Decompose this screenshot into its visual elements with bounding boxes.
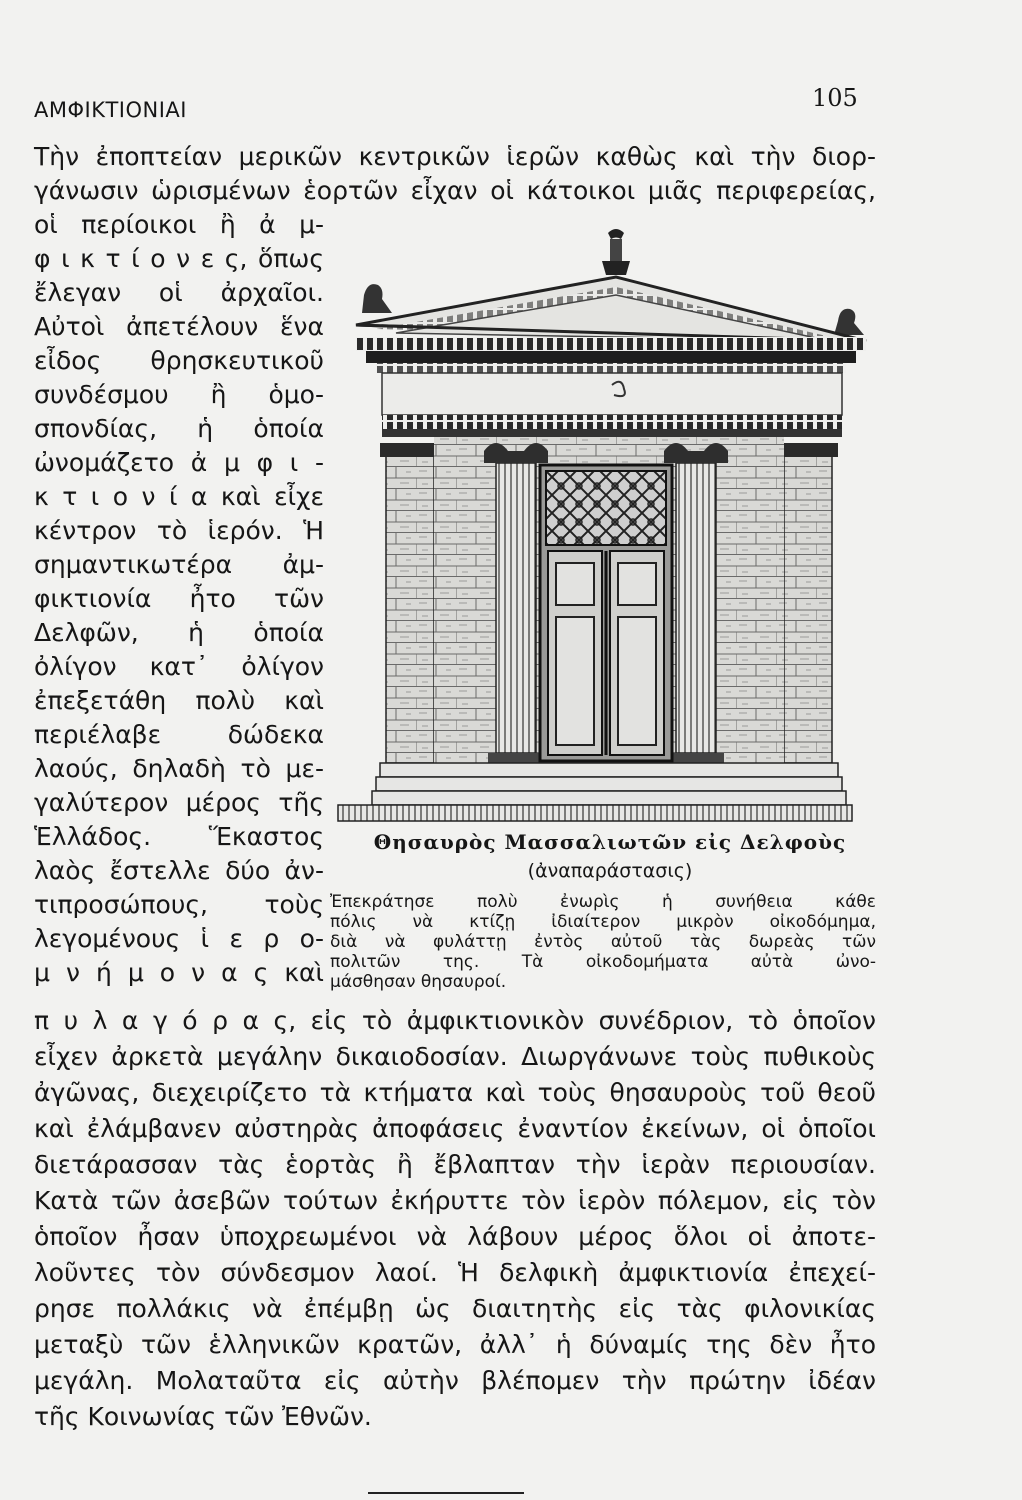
body-line: Ἑλλάδος. Ἕκαστος: [34, 822, 324, 851]
body-line: διετάρασσαν τὰς ἑορτὰς ἢ ἔβλαπταν τὴν ἱερὰν περιουσίαν.: [34, 1150, 876, 1179]
body-line: γαλύτερον μέρος τῆς: [34, 788, 324, 817]
body-line: μ ν ή μ ο ν α ς καὶ: [34, 958, 324, 987]
body-line: Τὴν ἐποπτείαν μερικῶν κεντρικῶν ἱερῶν καθὼς καὶ τὴν διορ-: [34, 142, 876, 171]
body-line: εἶχεν ἀρκετὰ μεγάλην δικαιοδοσίαν. Διωργάνωνε τοὺς πυθικοὺς: [34, 1042, 876, 1071]
acroterion-icon: [602, 229, 630, 275]
figure-caption-title: Θησαυρὸς Μασσαλιωτῶν εἰς Δελφοὺς: [373, 830, 847, 854]
figure-note-line: Ἐπεκράτησε πολὺ ἐνωρὶς ἡ συνήθεια κάθε: [330, 892, 876, 912]
body-line: ὁποῖον ἦσαν ὑποχρεωμένοι νὰ λάβουν μέρος ὅλοι οἱ ἀποτε-: [34, 1222, 876, 1251]
body-line: Αὐτοὶ ἀπετέλουν ἕνα: [34, 312, 324, 341]
body-line: σπονδίας, ἡ ὁποία: [34, 414, 324, 443]
body-line: εἶδος θρησκευτικοῦ: [34, 346, 324, 375]
body-line: ὠνομάζετο ἀ μ φ ι -: [34, 448, 324, 477]
body-line: οἱ περίοικοι ἢ ἀ μ-: [34, 210, 324, 239]
figure-note-line: διὰ νὰ φυλάττῃ ἐντὸς αὐτοῦ τὰς δωρεὰς τῶν: [330, 932, 876, 952]
page-number: 105: [812, 84, 858, 112]
body-line: λοῦντες τὸν σύνδεσμον λαοί. Ἡ δελφικὴ ἀμφικτιονία ἐπεχεί-: [34, 1258, 876, 1287]
running-title: ΑΜΦΙΚΤΙΟΝΙΑΙ: [34, 98, 187, 122]
body-line: μεταξὺ τῶν ἑλληνικῶν κρατῶν, ἀλλ᾽ ἡ δύναμίς της δὲν ἦτο: [34, 1330, 876, 1359]
body-line: φικτιονία ἦτο τῶν: [34, 584, 324, 613]
body-line: Κατὰ τῶν ἀσεβῶν τούτων ἐκήρυττε τὸν ἱερὸν πόλεμον, εἰς τὸν: [34, 1186, 876, 1215]
figure-note-line: πόλις νὰ κτίζῃ ἰδιαίτερον μικρὸν οἰκοδόμημα,: [330, 912, 876, 932]
figure-note-line: μάσθησαν θησαυροί.: [330, 972, 507, 992]
sphinx-right-icon: [834, 309, 864, 335]
doorway: [540, 465, 672, 761]
body-line: περιέλαβε δώδεκα: [34, 720, 324, 749]
sphinx-left-icon: [362, 284, 392, 313]
body-line: ἀγῶνας, διεχειρίζετο τὰ κτήματα καὶ τοὺς θησαυροὺς τοῦ θεοῦ: [34, 1078, 876, 1107]
body-line: φ ι κ τ ί ο ν ε ς, ὅπως: [34, 244, 324, 273]
treasury-drawing: [336, 225, 882, 830]
figure-caption-subtitle: (ἀναπαράστασις): [527, 860, 693, 882]
body-line: λαὸς ἔστελλε δύο ἀν-: [34, 856, 324, 885]
body-line: μεγάλη. Μολαταῦτα εἰς αὐτὴν βλέπομεν τὴν πρώτην ἰδέαν: [34, 1366, 876, 1395]
body-line: καὶ ἐλάμβανεν αὐστηρὰς ἀποφάσεις ἐναντίον ἐκείνων, οἱ ὁποῖοι: [34, 1114, 876, 1143]
figure-note-line: πολιτῶν της. Τὰ οἰκοδομήματα αὐτὰ ὠνο-: [330, 952, 876, 972]
body-line: τιπροσώπους, τοὺς: [34, 890, 324, 919]
body-line: γάνωσιν ὡρισμένων ἑορτῶν εἶχαν οἱ κάτοικοι μιᾶς περιφερείας,: [34, 176, 876, 205]
body-line: ἐπεξετάθη πολὺ καὶ: [34, 686, 324, 715]
body-line: τῆς Κοινωνίας τῶν Ἐθνῶν.: [34, 1402, 372, 1431]
end-rule: [368, 1492, 524, 1494]
treasury-illustration: [336, 225, 882, 830]
body-line: π υ λ α γ ό ρ α ς, εἰς τὸ ἀμφικτιονικὸν συνέδριον, τὸ ὁποῖον: [34, 1006, 876, 1035]
body-line: ὀλίγον κατ᾽ ὀλίγον: [34, 652, 324, 681]
body-line: συνδέσμου ἢ ὁμο-: [34, 380, 324, 409]
body-line: ρησε πολλάκις νὰ ἐπέμβῃ ὡς διαιτητὴς εἰς τὰς φιλονικίας: [34, 1294, 876, 1323]
body-line: σημαντικωτέρα ἀμ-: [34, 550, 324, 579]
body-line: λαούς, δηλαδὴ τὸ με-: [34, 754, 324, 783]
body-line: κ τ ι ο ν ί α καὶ εἶχε: [34, 482, 324, 511]
body-line: ἔλεγαν οἱ ἀρχαῖοι.: [34, 278, 324, 307]
body-line: Δελφῶν, ἡ ὁποία: [34, 618, 324, 647]
body-line: κέντρον τὸ ἱερόν. Ἡ: [34, 516, 324, 545]
body-line: λεγομένους ἱ ε ρ ο-: [34, 924, 324, 953]
